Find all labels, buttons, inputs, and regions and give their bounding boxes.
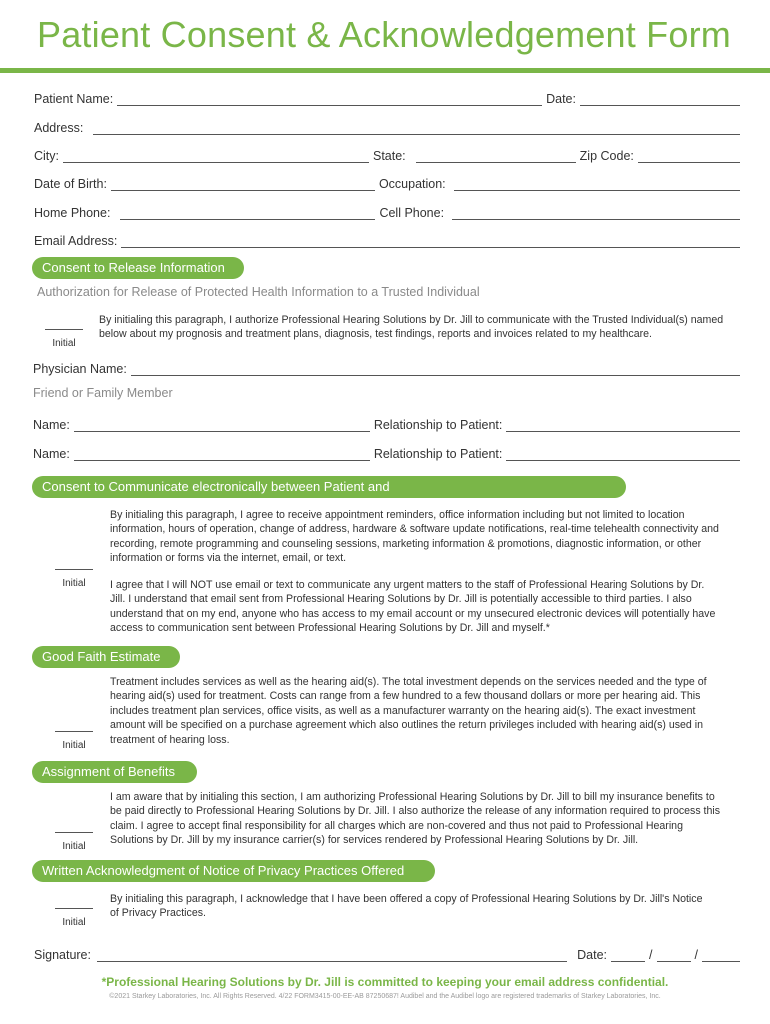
release-initial-label: Initial — [52, 338, 76, 349]
release-subheading: Authorization for Release of Protected Health Information to a Trusted Individual — [37, 285, 480, 299]
name-label: Name: — [33, 418, 70, 432]
patient-name-row — [34, 86, 740, 106]
physician-label: Physician Name: — [33, 362, 127, 376]
physician-row — [33, 356, 740, 376]
relationship-field[interactable] — [506, 420, 740, 432]
patient-name-label: Patient Name: — [34, 92, 114, 106]
privacy-paragraph: By initialing this paragraph, I acknowledge that I have been offered a copy of Professional Hearing Solutions by Dr. Jill's Notice of Privacy Practices. — [110, 893, 703, 920]
city-field[interactable] — [63, 151, 369, 163]
dob-label: Date of Birth: — [34, 177, 107, 191]
estimate-initial[interactable] — [50, 731, 98, 753]
form-title: Patient Consent & Acknowledgement Form — [37, 14, 731, 55]
signature-label: Signature: — [34, 948, 91, 962]
city-label: City: — [34, 149, 59, 163]
signature-field[interactable] — [97, 950, 567, 962]
electronic-paragraph-1: By initialing this paragraph, I agree to receive appointment reminders, office information including but not limited to location information, hours of operation, change of address, hardware & software update notifications, real-time telehealth connectivity and recording, remote programming and counseling sessions, marketing information & promotions, diagnostic information, or other information or forms via the internet, email, or text. — [110, 509, 719, 565]
name-label: Name: — [33, 447, 70, 461]
confidentiality-note: *Professional Hearing Solutions by Dr. Jill is committed to keeping your email address confidential. — [101, 975, 669, 989]
zip-label: Zip Code: — [579, 149, 634, 163]
name-field[interactable] — [74, 420, 370, 432]
email-row — [34, 228, 740, 248]
privacy-initial[interactable] — [50, 908, 98, 930]
address-field[interactable] — [93, 123, 740, 135]
estimate-initial-label: Initial — [62, 740, 86, 751]
estimate-paragraph: Treatment includes services as well as the hearing aid(s). The total investment depends on the services needed and the type of hearing aid(s) used for treatment. Costs can range from a few hundred to a few thousand dollars or more per hearing aid. This includes treatment plan services, office visits, as well as a manufacturer warranty on the hearing aid(s). The exact investment amount will be specified on a purchase agreement which also outlines the return privileges included with hearing aid(s) used in treatment of hearing loss. — [110, 676, 707, 746]
title-divider — [0, 68, 770, 73]
signature-date-label: Date: — [577, 948, 608, 962]
release-initial[interactable] — [40, 329, 88, 351]
friend-row-2 — [33, 441, 740, 461]
date-field[interactable] — [580, 94, 740, 106]
phone-row — [34, 200, 740, 220]
friend-heading: Friend or Family Member — [33, 386, 173, 400]
privacy-initial-label: Initial — [62, 917, 86, 928]
occupation-label: Occupation: — [378, 177, 446, 191]
relationship-label: Relationship to Patient: — [373, 447, 503, 461]
benefits-initial-label: Initial — [62, 841, 86, 852]
estimate-section-heading: Good Faith Estimate — [32, 646, 180, 668]
electronic-section-heading: Consent to Communicate electronically between Patient and — [32, 476, 626, 498]
home-phone-field[interactable] — [120, 208, 375, 220]
dob-row — [34, 171, 740, 191]
physician-field[interactable] — [131, 364, 740, 376]
relationship-field[interactable] — [506, 449, 740, 461]
date-separator: / — [694, 948, 698, 962]
date-label: Date: — [546, 92, 576, 106]
date-separator: / — [649, 948, 653, 962]
occupation-field[interactable] — [454, 179, 740, 191]
cell-phone-label: Cell Phone: — [379, 206, 445, 220]
cell-phone-field[interactable] — [452, 208, 740, 220]
friend-row-1 — [33, 412, 740, 432]
privacy-section-heading: Written Acknowledgment of Notice of Privacy Practices Offered — [32, 860, 435, 882]
signature-date-day-field[interactable] — [657, 950, 691, 962]
name-field[interactable] — [74, 449, 370, 461]
signature-date-month-field[interactable] — [611, 950, 645, 962]
legal-footer: ©2021 Starkey Laboratories, Inc. All Rights Reserved. 4/22 FORM3415-00-EE-AB 87250687! Audibel and the Audibel logo are registered trademarks of Starkey Laboratories, Inc. — [109, 993, 661, 1000]
email-field[interactable] — [121, 236, 740, 248]
address-label: Address: — [34, 121, 84, 135]
release-section-heading: Consent to Release Information — [32, 257, 244, 279]
email-label: Email Address: — [34, 234, 118, 248]
signature-date-year-field[interactable] — [702, 950, 740, 962]
relationship-label: Relationship to Patient: — [373, 418, 503, 432]
dob-field[interactable] — [111, 179, 375, 191]
address-row — [34, 115, 740, 135]
benefits-initial[interactable] — [50, 832, 98, 854]
city-row — [34, 143, 740, 163]
electronic-initial[interactable] — [50, 569, 98, 591]
home-phone-label: Home Phone: — [34, 206, 111, 220]
state-label: State: — [373, 149, 406, 163]
zip-field[interactable] — [638, 151, 740, 163]
patient-name-field[interactable] — [117, 94, 542, 106]
benefits-paragraph: I am aware that by initialing this section, I am authorizing Professional Hearing Solutions by Dr. Jill to bill my insurance benefits to be paid directly to Professional Hearing Solutions by Dr. Jill. I also authorize the release of any information required to process this claim. I agree to accept final responsibility for all charges which are non-covered and thus not paid to Professional Hearing Solutions by Dr. Jill by my insurance carrier(s) for services rendered by Professional Hearing Solutions by Dr. Jill. — [110, 791, 721, 847]
signature-row — [34, 942, 740, 962]
benefits-section-heading: Assignment of Benefits — [32, 761, 197, 783]
release-paragraph: By initialing this paragraph, I authorize Professional Hearing Solutions by Dr. Jill to communicate with the Trusted Individual(s) named below about my prognosis and treatment plans, diagnosis, test findings, reports and invoices related to my healthcare. — [99, 314, 724, 341]
electronic-paragraph-2: I agree that I will NOT use email or text to communicate any urgent matters to the staff of Professional Hearing Solutions by Dr. Jill. I understand that email sent from Professional Hearing Solutions by Dr. Jill is potentially accessible to third parties. I also understand that on my end, anyone who has access to my email account or my unsecured electronic devices will potentially have access to communication sent between Professional Hearing Solutions by Dr. Jill and myself.* — [110, 579, 716, 635]
state-field[interactable] — [416, 151, 576, 163]
electronic-initial-label: Initial — [62, 578, 86, 589]
